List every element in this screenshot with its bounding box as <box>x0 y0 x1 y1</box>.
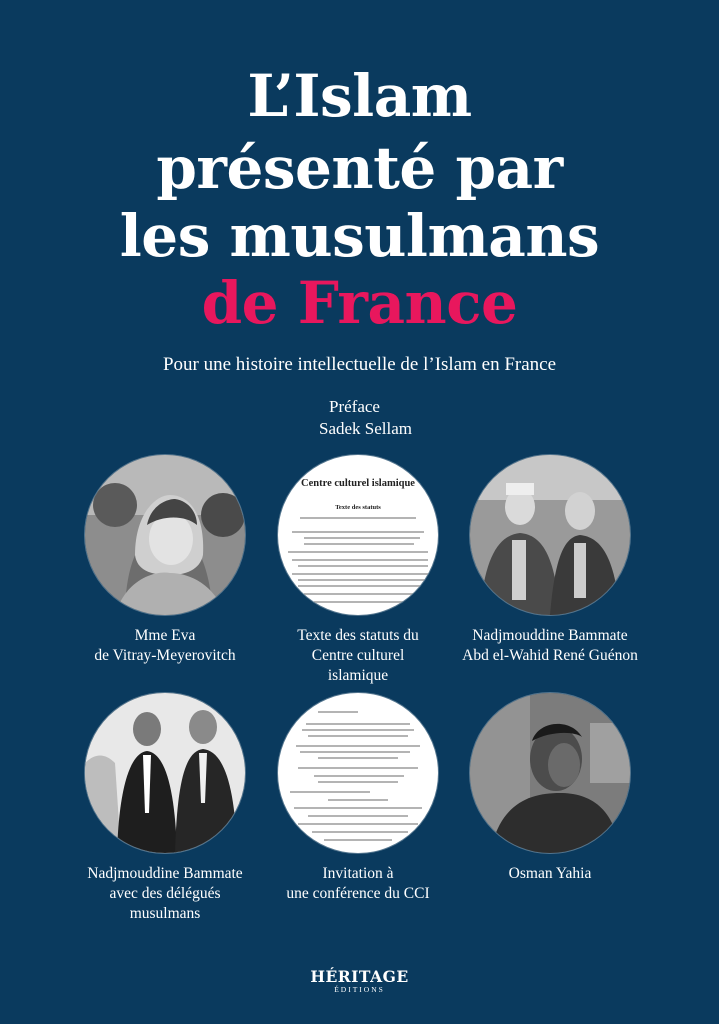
publisher-logo-name: HÉRITAGE <box>310 967 409 986</box>
caption-line: avec des délégués <box>109 885 221 902</box>
photo-invitation-document <box>278 693 438 853</box>
photo-eva-de-vitray <box>85 455 245 615</box>
photo-bammate-delegates <box>85 693 245 853</box>
caption-line: Invitation à <box>322 865 394 882</box>
caption-line: musulmans <box>129 905 201 922</box>
caption-eva-de-vitray <box>65 626 265 666</box>
title-line-2: présenté par <box>156 134 563 202</box>
publisher-logo-sub: ÉDITIONS <box>334 985 385 994</box>
caption-line: Texte des statuts du <box>297 627 419 644</box>
caption-statuts <box>258 626 458 686</box>
caption-bammate-guenon <box>445 626 655 666</box>
portrait-image <box>470 455 630 615</box>
statuts-document <box>278 455 438 615</box>
photo-osman-yahia <box>470 693 630 853</box>
subtitle: Pour une histoire intellectuelle de l’Islam en France <box>162 354 557 375</box>
caption-bammate-delegates <box>55 864 275 924</box>
caption-line: Nadjmouddine Bammate <box>87 865 243 882</box>
photo-statuts-document <box>278 455 438 615</box>
caption-line: de Vitray-Meyerovitch <box>94 647 236 664</box>
caption-line: Mme Eva <box>134 627 196 644</box>
caption-line: Nadjmouddine Bammate <box>472 627 628 644</box>
portrait-image <box>85 693 245 853</box>
caption-line: une conférence du CCI <box>286 885 430 902</box>
caption-invitation <box>258 864 458 904</box>
caption-line: islamique <box>327 667 389 684</box>
title-line-1: L’Islam <box>247 62 472 130</box>
caption-osman-yahia <box>450 864 650 884</box>
statuts-doc-title: Centre culturel islamique <box>301 478 415 489</box>
portrait-image <box>85 455 245 615</box>
preface-label: Préface <box>329 397 380 416</box>
preface-author: Sadek Sellam <box>318 419 412 438</box>
title-line-4: de France <box>201 269 518 337</box>
caption-line: Osman Yahia <box>508 865 592 882</box>
statuts-doc-subtitle: Texte des statuts <box>335 504 381 511</box>
portrait-image <box>470 693 630 853</box>
photo-bammate-guenon <box>470 455 630 615</box>
caption-line: Centre culturel <box>311 647 405 664</box>
caption-line: Abd el-Wahid René Guénon <box>462 647 638 664</box>
invitation-document <box>278 693 438 853</box>
title-line-3: les musulmans <box>119 202 600 270</box>
